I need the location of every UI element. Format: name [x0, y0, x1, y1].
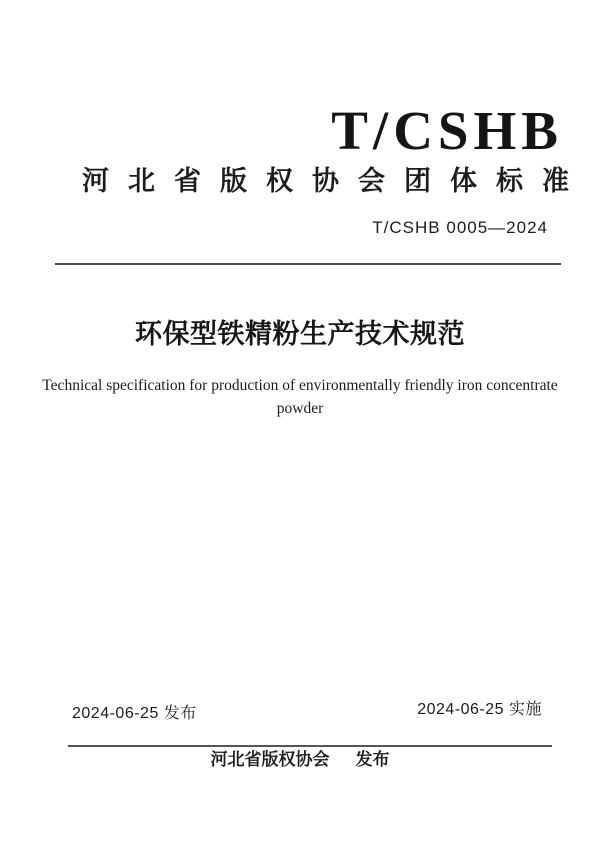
- org-standard-char: 版: [220, 166, 247, 196]
- org-standard-char: 会: [358, 166, 385, 196]
- implement-date: 2024-06-25 实施: [417, 701, 542, 718]
- footer-divider-line: [68, 745, 552, 747]
- document-title-english-line2: powder: [276, 400, 324, 417]
- org-standard-title: [82, 168, 569, 195]
- footer-publisher-line: [0, 751, 600, 770]
- publish-label: 发布: [355, 750, 390, 769]
- org-standard-char: 准: [542, 166, 569, 196]
- standard-code-large: T/CSHB: [331, 100, 563, 161]
- document-title-english: [40, 374, 560, 420]
- document-title-english-line1: Technical specification for production of environmentally friendly iron concentrate: [42, 377, 558, 394]
- org-standard-char: 团: [404, 166, 431, 196]
- standard-number: T/CSHB 0005—2024: [372, 218, 548, 237]
- org-standard-char: 北: [128, 166, 155, 196]
- org-standard-char: 协: [312, 166, 339, 196]
- org-standard-char: 体: [450, 166, 477, 196]
- document-title-chinese: 环保型铁精粉生产技术规范: [135, 319, 465, 349]
- org-standard-char: 权: [266, 166, 293, 196]
- issue-date: 2024-06-25 发布: [72, 705, 197, 722]
- org-standard-char: 标: [496, 166, 523, 196]
- publisher-name: 河北省版权协会: [210, 750, 330, 769]
- org-standard-char: 省: [174, 166, 201, 196]
- header-divider-line: [55, 263, 561, 265]
- org-standard-char: 河: [82, 166, 109, 196]
